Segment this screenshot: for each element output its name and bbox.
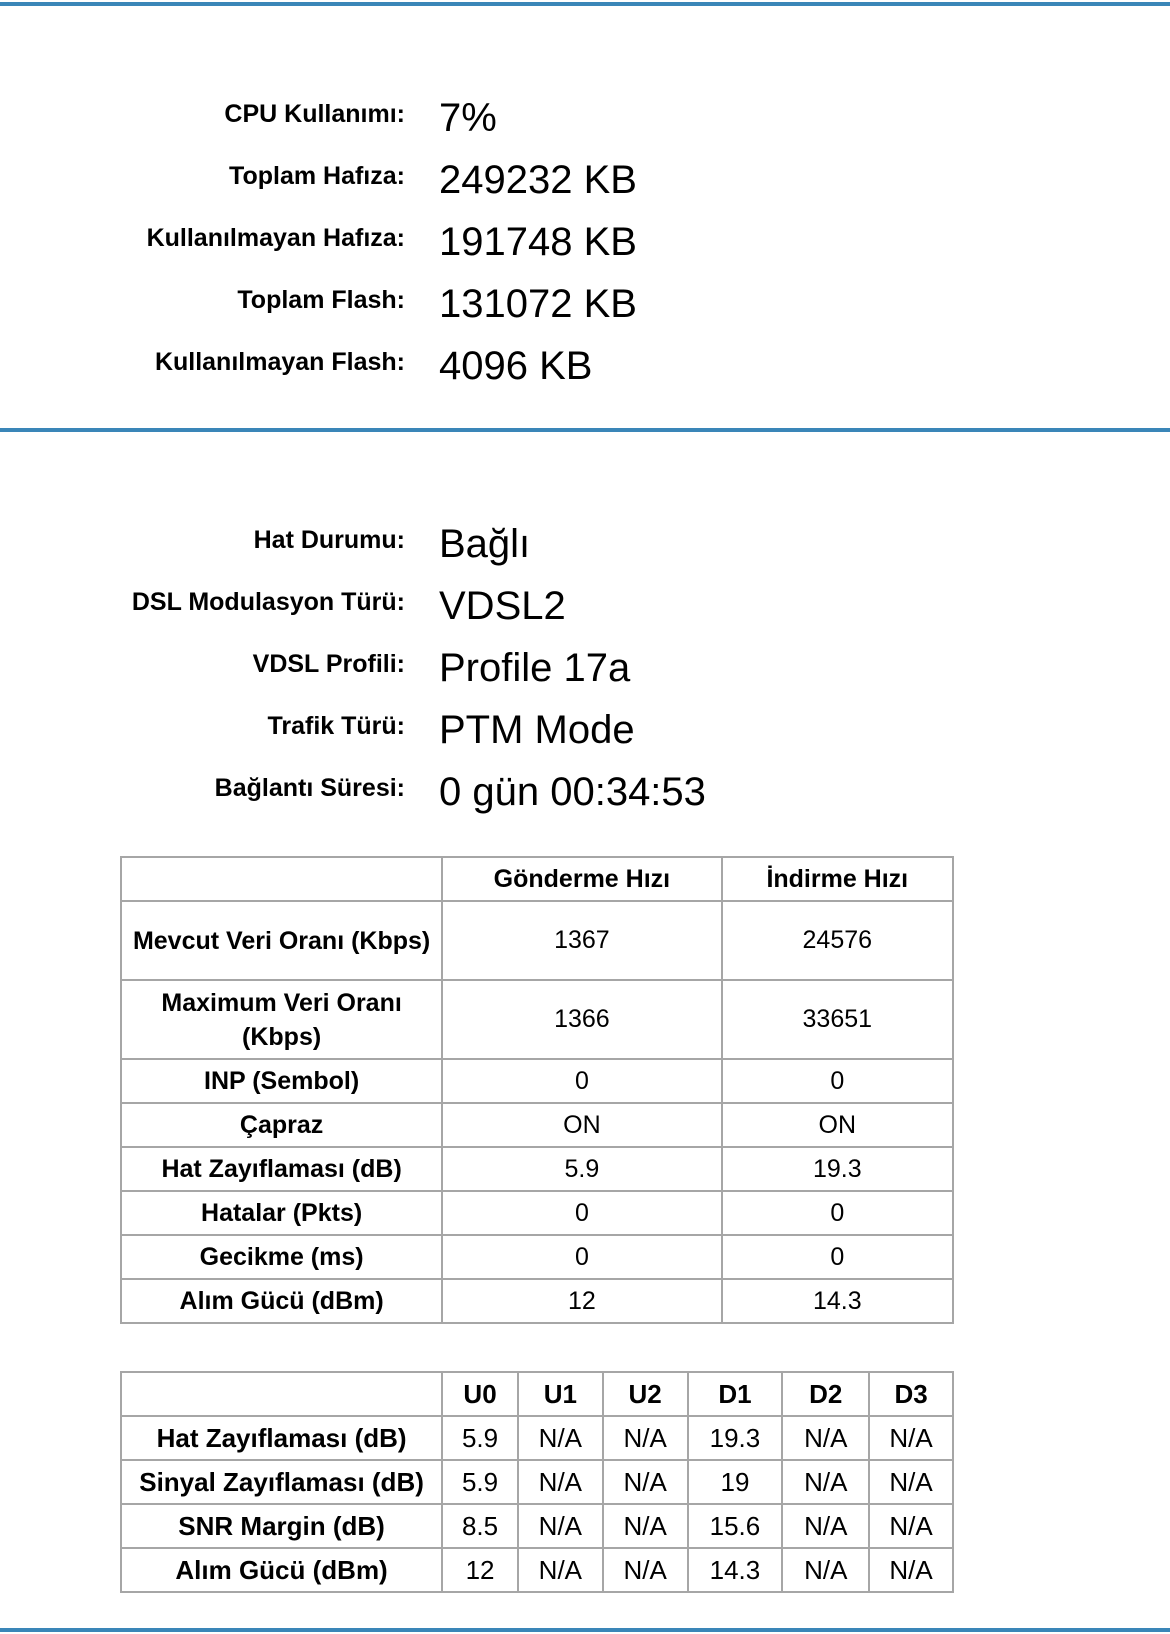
vdsl-profile-label: VDSL Profili:	[252, 650, 405, 678]
band-cell: N/A	[869, 1548, 953, 1592]
row-label: Hat Zayıflaması (dB)	[121, 1147, 442, 1191]
table-row	[121, 1235, 953, 1279]
row-label: Çapraz	[121, 1103, 442, 1147]
header-upstream: Gönderme Hızı	[442, 857, 721, 901]
row-label: Mevcut Veri Oranı (Kbps)	[121, 901, 442, 980]
band-cell: N/A	[782, 1504, 869, 1548]
band-cell: N/A	[518, 1504, 603, 1548]
table-header-row	[121, 1372, 953, 1416]
band-stats-table	[120, 1371, 954, 1593]
top-divider	[0, 2, 1170, 6]
line-status-value: Bağlı	[439, 522, 531, 566]
row-label: Gecikme (ms)	[121, 1235, 442, 1279]
downstream-cell: 0	[722, 1191, 953, 1235]
band-cell: N/A	[518, 1548, 603, 1592]
modulation-value: VDSL2	[439, 584, 566, 628]
upstream-cell: ON	[442, 1103, 721, 1147]
free-flash-value: 4096 KB	[439, 344, 593, 388]
band-cell: 5.9	[442, 1416, 518, 1460]
downstream-cell: 33651	[722, 980, 953, 1059]
uptime-label: Bağlantı Süresi:	[214, 774, 405, 802]
line-status-label: Hat Durumu:	[253, 526, 405, 554]
header-band: U0	[442, 1372, 518, 1416]
header-downstream: İndirme Hızı	[722, 857, 953, 901]
uptime-row	[0, 769, 1170, 831]
header-band: D3	[869, 1372, 953, 1416]
band-cell: 19	[688, 1460, 783, 1504]
band-cell: 8.5	[442, 1504, 518, 1548]
total-flash-row	[0, 281, 1170, 343]
table-header-row	[121, 857, 953, 901]
upstream-cell: 5.9	[442, 1147, 721, 1191]
band-cell: N/A	[782, 1416, 869, 1460]
row-label: Hatalar (Pkts)	[121, 1191, 442, 1235]
table-row	[121, 1103, 953, 1147]
table-row	[121, 1147, 953, 1191]
uptime-value: 0 gün 00:34:53	[439, 770, 706, 814]
downstream-cell: 19.3	[722, 1147, 953, 1191]
upstream-cell: 1367	[442, 901, 721, 980]
line-stats-table	[120, 856, 954, 1324]
total-memory-value: 249232 KB	[439, 158, 637, 202]
band-cell: N/A	[603, 1460, 688, 1504]
free-flash-row	[0, 343, 1170, 405]
traffic-type-row	[0, 707, 1170, 769]
modulation-row	[0, 583, 1170, 645]
band-cell: N/A	[782, 1548, 869, 1592]
band-cell: 14.3	[688, 1548, 783, 1592]
row-label: Alım Gücü (dBm)	[121, 1548, 442, 1592]
band-cell: 12	[442, 1548, 518, 1592]
header-band: U1	[518, 1372, 603, 1416]
table-row	[121, 1548, 953, 1592]
system-info-section	[0, 95, 1170, 405]
row-label: Alım Gücü (dBm)	[121, 1279, 442, 1323]
band-cell: N/A	[782, 1460, 869, 1504]
upstream-cell: 12	[442, 1279, 721, 1323]
band-cell: N/A	[518, 1416, 603, 1460]
upstream-cell: 0	[442, 1235, 721, 1279]
upstream-cell: 1366	[442, 980, 721, 1059]
header-band: D1	[688, 1372, 783, 1416]
total-memory-label: Toplam Hafıza:	[229, 162, 405, 190]
traffic-type-value: PTM Mode	[439, 708, 635, 752]
band-cell: N/A	[603, 1548, 688, 1592]
table-row	[121, 980, 953, 1059]
table-row	[121, 1416, 953, 1460]
band-cell: N/A	[869, 1504, 953, 1548]
downstream-cell: 0	[722, 1059, 953, 1103]
free-memory-value: 191748 KB	[439, 220, 637, 264]
band-cell: N/A	[603, 1504, 688, 1548]
row-label: INP (Sembol)	[121, 1059, 442, 1103]
line-status-section	[0, 521, 1170, 831]
header-band: D2	[782, 1372, 869, 1416]
band-cell: N/A	[518, 1460, 603, 1504]
band-cell: N/A	[869, 1460, 953, 1504]
header-empty-cell	[121, 1372, 442, 1416]
band-cell: 5.9	[442, 1460, 518, 1504]
traffic-type-label: Trafik Türü:	[267, 712, 405, 740]
vdsl-profile-value: Profile 17a	[439, 646, 631, 690]
cpu-usage-value: 7%	[439, 96, 497, 140]
table-row	[121, 1191, 953, 1235]
row-label: Maximum Veri Oranı (Kbps)	[121, 980, 442, 1059]
free-memory-row	[0, 219, 1170, 281]
row-label: Sinyal Zayıflaması (dB)	[121, 1460, 442, 1504]
table-row	[121, 1279, 953, 1323]
downstream-cell: 24576	[722, 901, 953, 980]
cpu-usage-row	[0, 95, 1170, 157]
total-flash-label: Toplam Flash:	[237, 286, 405, 314]
line-status-row	[0, 521, 1170, 583]
upstream-cell: 0	[442, 1191, 721, 1235]
header-band: U2	[603, 1372, 688, 1416]
table-row	[121, 1504, 953, 1548]
section-divider	[0, 428, 1170, 432]
band-cell: 15.6	[688, 1504, 783, 1548]
downstream-cell: 14.3	[722, 1279, 953, 1323]
band-cell: N/A	[603, 1416, 688, 1460]
upstream-cell: 0	[442, 1059, 721, 1103]
header-empty-cell	[121, 857, 442, 901]
total-flash-value: 131072 KB	[439, 282, 637, 326]
row-label: Hat Zayıflaması (dB)	[121, 1416, 442, 1460]
modulation-label: DSL Modulasyon Türü:	[131, 588, 405, 616]
downstream-cell: 0	[722, 1235, 953, 1279]
cpu-usage-label: CPU Kullanımı:	[224, 100, 405, 128]
band-cell: N/A	[869, 1416, 953, 1460]
table-row	[121, 1460, 953, 1504]
bottom-divider	[0, 1628, 1170, 1632]
free-flash-label: Kullanılmayan Flash:	[154, 348, 405, 376]
vdsl-profile-row	[0, 645, 1170, 707]
total-memory-row	[0, 157, 1170, 219]
row-label: SNR Margin (dB)	[121, 1504, 442, 1548]
free-memory-label: Kullanılmayan Hafıza:	[146, 224, 405, 252]
table-row	[121, 1059, 953, 1103]
table-row	[121, 901, 953, 980]
downstream-cell: ON	[722, 1103, 953, 1147]
band-cell: 19.3	[688, 1416, 783, 1460]
